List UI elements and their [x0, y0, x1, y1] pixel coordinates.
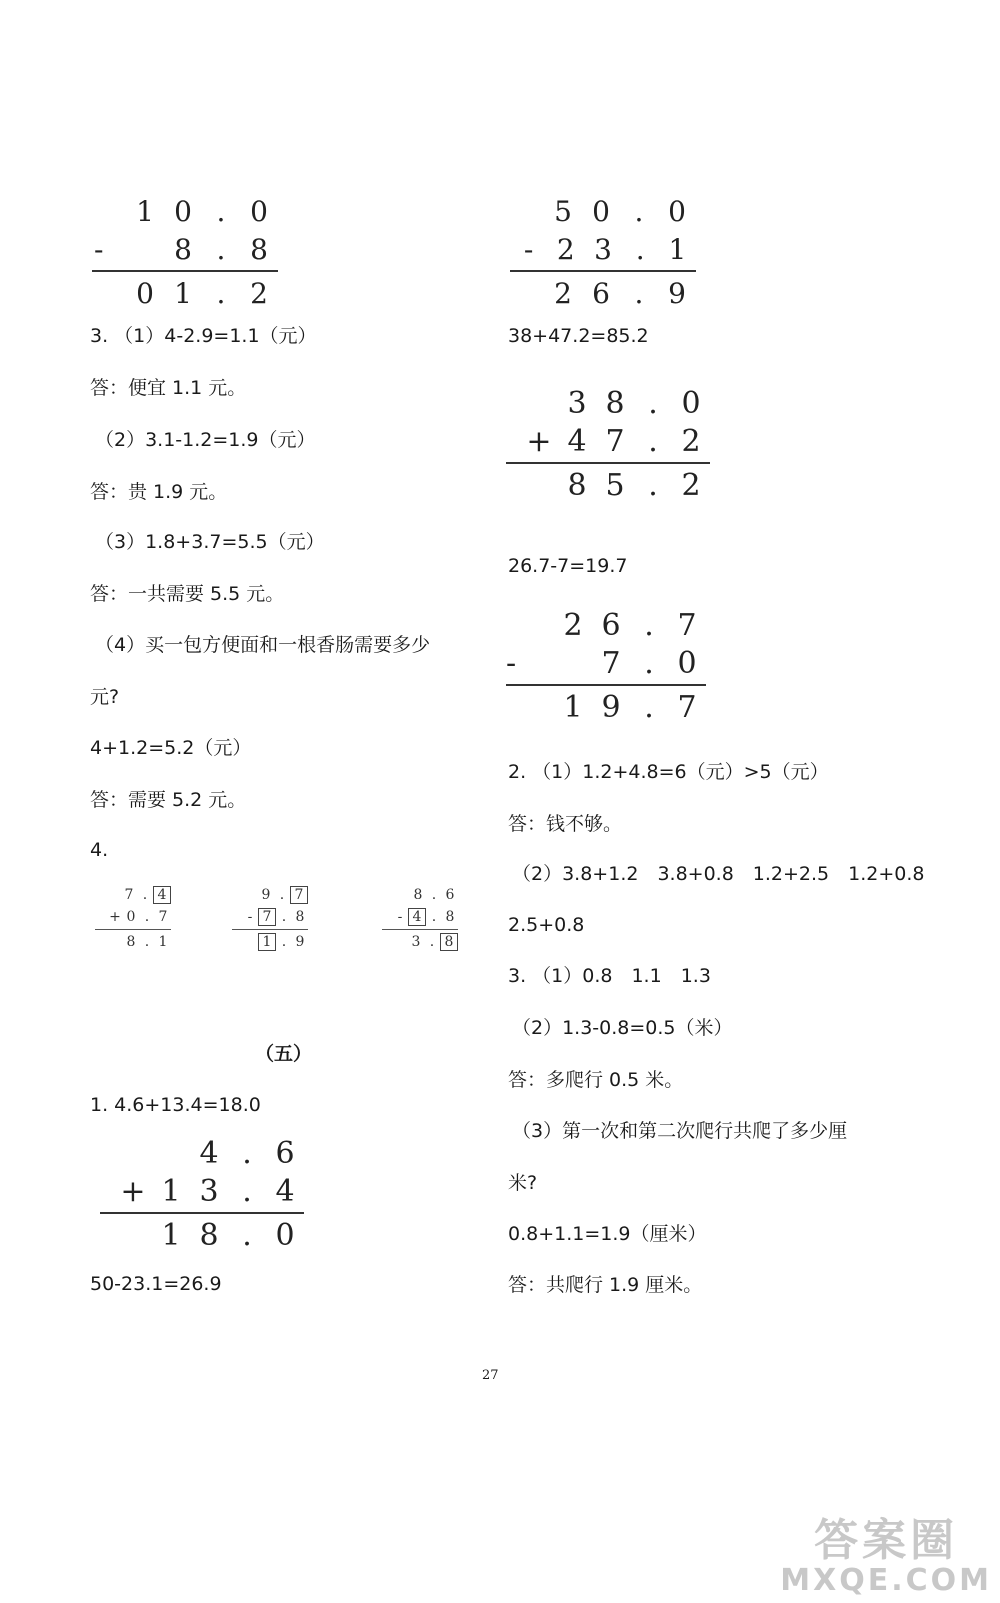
digit: 6: [445, 887, 455, 903]
answer-3-2: 答：贵 1.9 元。: [90, 481, 228, 503]
digit: 5: [554, 194, 572, 228]
answer-3-3: 答：一共需要 5.5 元。: [90, 583, 285, 605]
page-number: 27: [482, 1368, 499, 1383]
digit: 8: [445, 909, 455, 925]
calc-row-bottom: [506, 644, 706, 682]
digit: 8: [295, 909, 305, 925]
watermark-line-2: MXQE.COM: [780, 1563, 992, 1598]
digit: .: [644, 607, 654, 643]
digit: 3: [199, 1173, 219, 1209]
calc-row-result: [100, 1216, 304, 1254]
calc-row-result: [510, 274, 696, 312]
question-3-2-right: （2）1.3-0.8=0.5（米）: [512, 1017, 733, 1039]
digit: .: [216, 232, 226, 266]
operator: -: [506, 645, 517, 681]
digit: .: [242, 1217, 252, 1253]
digit: 4: [567, 423, 587, 459]
digit: 0: [681, 385, 701, 421]
digit: .: [648, 385, 658, 421]
operator: -: [247, 909, 253, 925]
question-4: 4.: [90, 839, 109, 861]
digit: .: [644, 645, 654, 681]
answer-2-1: 答：钱不够。: [508, 813, 623, 835]
digit: 8: [199, 1217, 219, 1253]
calc-row-result: [506, 688, 706, 726]
calc-rule: [506, 462, 710, 464]
digit: 1: [158, 934, 168, 950]
calc-row-top: [506, 606, 706, 644]
digit: 1: [258, 933, 276, 951]
digit: .: [431, 909, 437, 925]
question-3-1-right: 3. （1）0.8 1.1 1.3: [508, 965, 711, 987]
mini-calc-1: [95, 884, 171, 953]
digit: .: [142, 887, 148, 903]
digit: 1: [668, 232, 687, 266]
calc-row-top: [510, 192, 696, 230]
digit: .: [216, 194, 226, 228]
digit: 7: [677, 607, 697, 643]
digit: 0: [136, 276, 154, 310]
digit: 1: [161, 1217, 181, 1253]
answer-3-2-right: 答：多爬行 0.5 米。: [508, 1069, 684, 1091]
question-2-2-cont: 2.5+0.8: [508, 914, 585, 936]
mini-row-top: [95, 884, 171, 906]
digit: 6: [592, 276, 610, 310]
calc-rule: [92, 270, 278, 272]
digit: 2: [681, 467, 701, 503]
digit: 0: [668, 194, 686, 228]
mini-rule: [382, 929, 458, 930]
digit: 8: [126, 934, 136, 950]
question-3-2: （2）3.1-1.2=1.9（元）: [95, 429, 316, 451]
digit: .: [634, 194, 644, 228]
digit: 7: [158, 909, 168, 925]
digit: 0: [126, 909, 136, 925]
digit: 5: [605, 467, 625, 503]
question-3-3-right-cont: 米?: [508, 1172, 538, 1194]
question-3-1: 3. （1）4-2.9=1.1（元）: [90, 325, 317, 347]
equation-26.7-minus-7: 26.7-7=19.7: [508, 555, 628, 577]
operator: +: [526, 423, 552, 459]
mini-rule: [95, 929, 171, 930]
vertical-calc-38-plus-47.2: [506, 384, 710, 504]
mini-row-top: [232, 884, 308, 906]
mini-row-bottom: [95, 906, 171, 928]
vertical-calc-4.6-plus-13.4: [100, 1134, 304, 1254]
vertical-calc-26.7-minus-7: [506, 606, 706, 726]
digit: .: [216, 276, 226, 310]
digit: 8: [605, 385, 625, 421]
digit: .: [279, 887, 285, 903]
question-3-3: （3）1.8+3.7=5.5（元）: [95, 531, 325, 553]
calc-row-top: [506, 384, 710, 422]
digit: 4: [153, 886, 171, 904]
digit: 1: [174, 276, 192, 310]
digit: .: [634, 276, 644, 310]
vertical-calc-10-minus-8.8: [92, 192, 278, 312]
answer-3-4: 答：需要 5.2 元。: [90, 789, 247, 811]
digit: .: [648, 467, 658, 503]
calc-row-result: [506, 466, 710, 504]
digit: .: [281, 934, 287, 950]
digit: .: [644, 689, 654, 725]
calc-row-result: [92, 274, 278, 312]
digit: 8: [567, 467, 587, 503]
mini-row-bottom: [382, 906, 458, 928]
digit: 7: [601, 645, 621, 681]
equation-3-3-right: 0.8+1.1=1.9（厘米）: [508, 1223, 707, 1245]
digit: 9: [295, 934, 305, 950]
mini-row-top: [382, 884, 458, 906]
digit: 7: [290, 886, 308, 904]
digit: 3: [567, 385, 587, 421]
digit: 1: [161, 1173, 181, 1209]
digit: .: [431, 887, 437, 903]
digit: 3: [594, 232, 612, 266]
calc-row-bottom: [510, 230, 696, 268]
digit: 0: [677, 645, 697, 681]
mini-row-result: [95, 931, 171, 953]
digit: 0: [250, 194, 268, 228]
digit: 0: [592, 194, 610, 228]
calc-row-top: [92, 192, 278, 230]
mini-row-bottom: [232, 906, 308, 928]
question-5-1: 1. 4.6+13.4=18.0: [90, 1094, 261, 1116]
operator: -: [94, 232, 104, 266]
digit: 8: [440, 933, 458, 951]
question-3-4-cont: 元?: [90, 686, 120, 708]
digit: 2: [556, 232, 575, 266]
digit: 7: [677, 689, 697, 725]
calc-row-bottom: [92, 230, 278, 268]
digit: 7: [124, 887, 134, 903]
digit: 8: [250, 232, 268, 266]
digit: 8: [174, 232, 192, 266]
digit: .: [144, 909, 150, 925]
calc-rule: [100, 1212, 304, 1214]
operator: +: [120, 1173, 146, 1209]
mini-rule: [232, 929, 308, 930]
answer-3-3-right: 答：共爬行 1.9 厘米。: [508, 1274, 703, 1296]
equation-38-plus-47.2: 38+47.2=85.2: [508, 325, 649, 347]
digit: 4: [199, 1135, 219, 1171]
digit: 6: [601, 607, 621, 643]
mini-calc-2: [232, 884, 308, 953]
question-5-2: 50-23.1=26.9: [90, 1273, 222, 1295]
calc-rule: [506, 684, 706, 686]
calc-rule: [510, 270, 696, 272]
operator: -: [397, 909, 403, 925]
digit: .: [242, 1173, 252, 1209]
digit: 7: [258, 908, 276, 926]
question-2-1: 2. （1）1.2+4.8=6（元）>5（元）: [508, 761, 829, 783]
digit: 9: [601, 689, 621, 725]
digit: 1: [563, 689, 583, 725]
digit: 9: [668, 276, 686, 310]
digit: 3: [411, 934, 421, 950]
equation-3-4: 4+1.2=5.2（元）: [90, 737, 252, 759]
digit: .: [242, 1135, 252, 1171]
question-2-2: （2）3.8+1.2 3.8+0.8 1.2+2.5 1.2+0.8: [512, 863, 925, 885]
watermark-line-1: 答案圈: [814, 1515, 959, 1566]
digit: 4: [408, 908, 426, 926]
watermark: [780, 1517, 992, 1597]
digit: 2: [681, 423, 701, 459]
digit: 7: [605, 423, 625, 459]
digit: 2: [563, 607, 583, 643]
question-3-3-right: （3）第一次和第二次爬行共爬了多少厘: [512, 1120, 848, 1142]
calc-row-bottom: [100, 1172, 304, 1210]
vertical-calc-50-minus-23.1: [510, 192, 696, 312]
digit: 0: [174, 194, 192, 228]
operator: -: [523, 232, 534, 266]
calc-row-bottom: [506, 422, 710, 460]
digit: 2: [554, 276, 572, 310]
digit: 1: [136, 194, 154, 228]
digit: 2: [250, 276, 268, 310]
digit: .: [429, 934, 435, 950]
mini-row-result: [382, 931, 458, 953]
digit: .: [144, 934, 150, 950]
digit: 4: [275, 1173, 295, 1209]
digit: 0: [275, 1217, 295, 1253]
question-3-4: （4）买一包方便面和一根香肠需要多少: [95, 634, 431, 656]
digit: 9: [261, 887, 271, 903]
digit: .: [648, 423, 658, 459]
digit: .: [281, 909, 287, 925]
mini-calc-3: [382, 884, 458, 953]
digit: 8: [413, 887, 423, 903]
operator: +: [109, 909, 121, 925]
calc-row-top: [100, 1134, 304, 1172]
digit: 6: [275, 1135, 295, 1171]
answer-3-1: 答：便宜 1.1 元。: [90, 377, 247, 399]
section-heading: （五）: [255, 1043, 313, 1065]
digit: .: [635, 232, 645, 266]
mini-row-result: [232, 931, 308, 953]
